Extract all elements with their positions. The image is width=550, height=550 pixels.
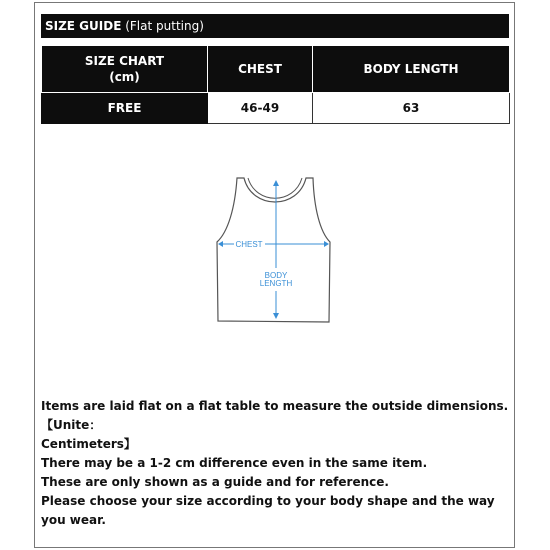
chest-label: CHEST <box>235 240 263 249</box>
table-header-row <box>42 46 510 93</box>
header-size-chart-line1: SIZE CHART <box>84 54 165 68</box>
size-chart-table <box>41 45 510 124</box>
header-chest: CHEST <box>208 46 313 93</box>
header-body-length: BODY LENGTH <box>313 46 510 93</box>
header-size-chart-line2: (cm) <box>109 70 140 84</box>
tank-top-diagram <box>210 170 340 330</box>
cell-body-length: 63 <box>313 93 510 124</box>
tank-top-outline <box>217 178 330 322</box>
body-length-label-line2: LENGTH <box>259 279 293 288</box>
table-row <box>42 93 510 124</box>
note-line: These are only shown as a guide and for reference. <box>41 475 389 489</box>
note-line: Centimeters】 <box>41 437 136 451</box>
body-length-label-line1: BODY <box>264 271 288 280</box>
note-line: Items are laid flat on a flat table to measure the outside dimensions.【Unite： <box>41 399 509 432</box>
note-line: Please choose your size according to your body shape and the way you wear. <box>41 494 495 527</box>
note-line: There may be a 1-2 cm difference even in the same item. <box>41 456 428 470</box>
neckband-curve <box>248 178 302 198</box>
title-bold: SIZE GUIDE <box>45 19 122 33</box>
cell-size: FREE <box>42 93 208 124</box>
cell-chest: 46-49 <box>208 93 313 124</box>
header-size-chart <box>42 46 208 93</box>
title-subtitle: (Flat putting) <box>121 19 204 33</box>
size-guide-title <box>41 14 509 38</box>
measurement-notes <box>41 397 511 530</box>
